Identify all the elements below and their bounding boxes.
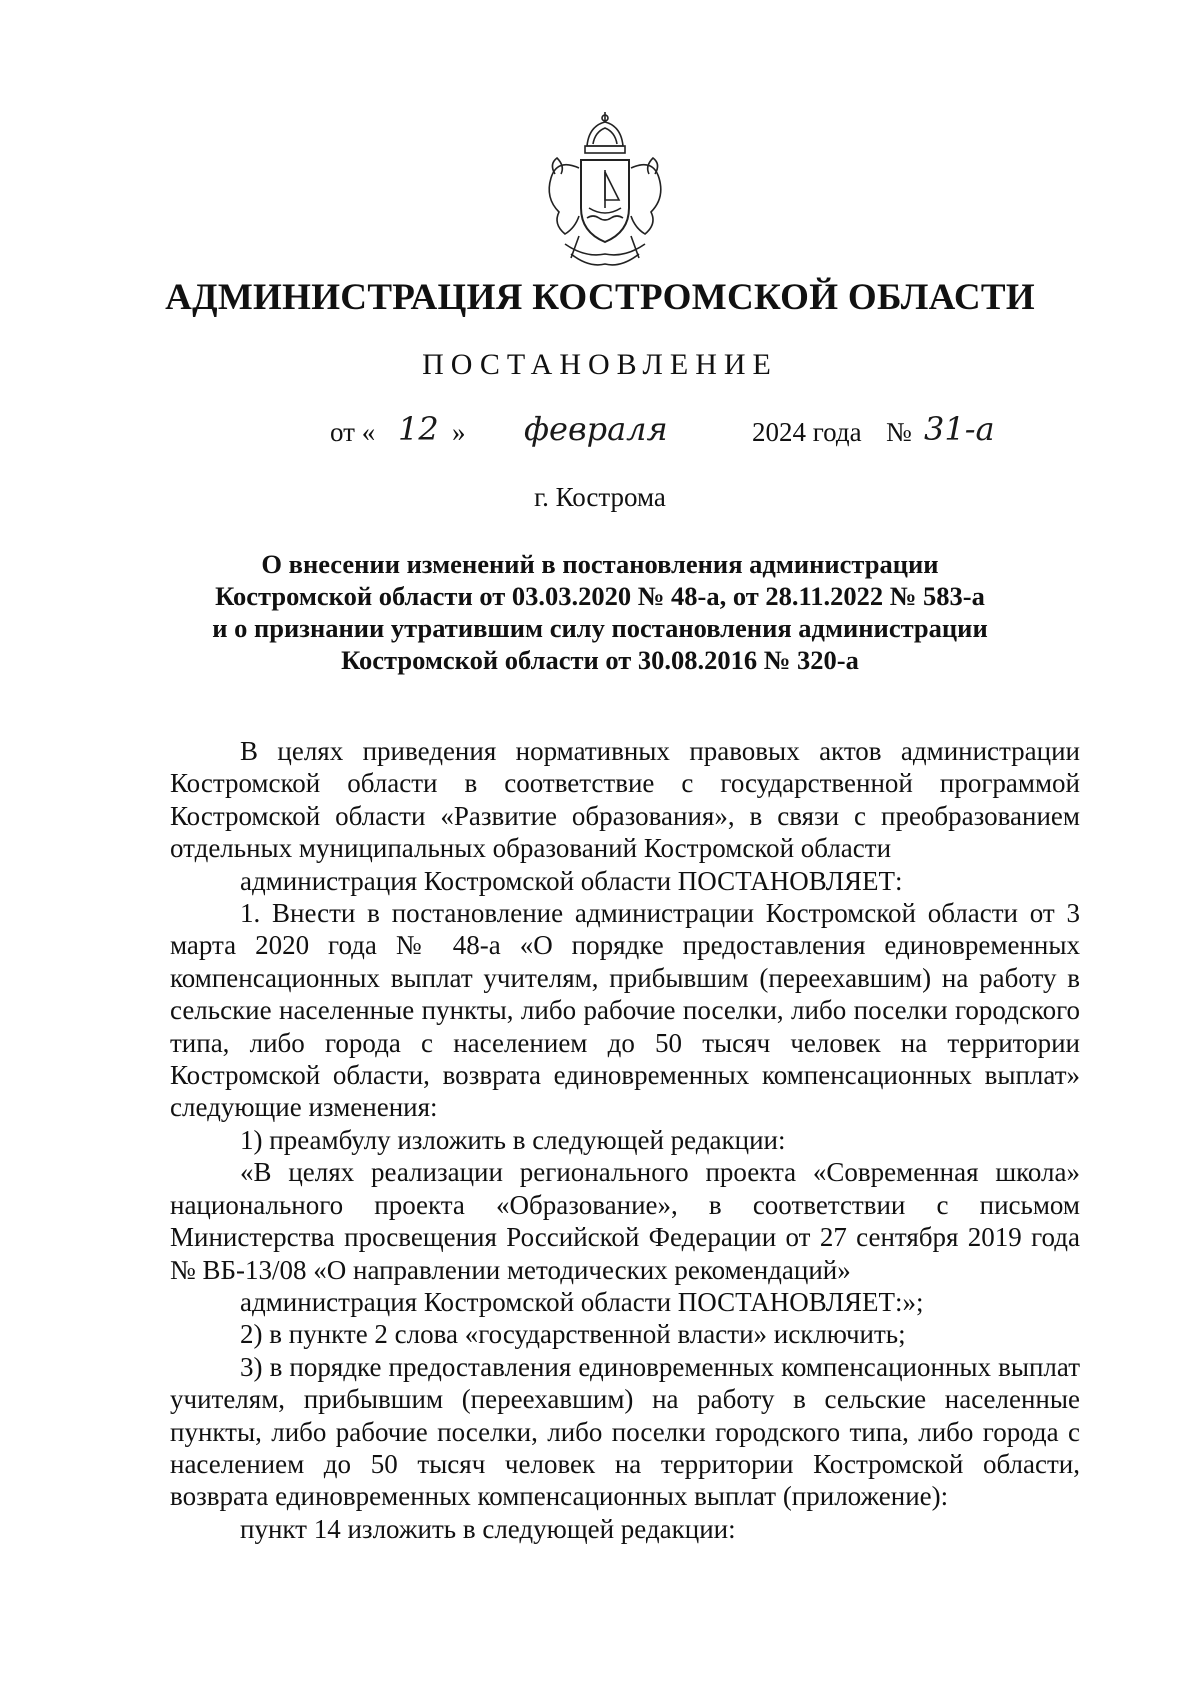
city: г. Кострома <box>534 482 666 512</box>
body-paragraph: 2) в пункте 2 слова «государственной власти» исключить; <box>240 1319 906 1350</box>
subject-line: Костромской области от 03.03.2020 № 48-а, от 28.11.2022 № 583-а <box>215 581 985 611</box>
date-day-suffix: » <box>452 417 466 447</box>
document-body <box>170 735 1080 1545</box>
subject-line: и о признании утратившим силу постановления администрации <box>212 613 988 643</box>
document-type: ПОСТАНОВЛЕНИЕ <box>422 348 778 381</box>
subject-line: Костромской области от 30.08.2016 № 320-а <box>341 645 859 675</box>
kostroma-coat-of-arms-icon <box>535 108 675 276</box>
document-subject <box>150 548 1050 676</box>
body-paragraph: пункт 14 изложить в следующей редакции: <box>240 1513 736 1544</box>
body-paragraph: администрация Костромской области ПОСТАНОВЛЯЕТ:»; <box>240 1286 924 1317</box>
doc-number-handwritten: 31-а <box>924 410 995 448</box>
date-year: 2024 года <box>752 417 862 447</box>
body-paragraph: 1. Внести в постановление администрации Костромской области от 3 марта 2020 года № 48-а «О порядке предоставления единовременных компенсационных выплат учителям, прибывшим (переехавшим) на работу в сельские населенные пункты, либо рабочие поселки, либо поселки городского типа, либо города с населением до 50 тысяч человек на территории Костромской области, возврата единовременных компенсационных выплат» следующие изменения: <box>170 898 1080 1123</box>
org-title: АДМИНИСТРАЦИЯ КОСТРОМСКОЙ ОБЛАСТИ <box>165 277 1035 318</box>
body-paragraph: 3) в порядке предоставления единовременных компенсационных выплат учителям, прибывшим (переехавшим) на работу в сельские населенные пункты, либо рабочие поселки, либо поселки городского типа, либо города с населением до 50 тысяч человек на территории Костромской области, возврата единовременных компенсационных выплат (приложение): <box>170 1351 1080 1512</box>
subject-line: О внесении изменений в постановления администрации <box>261 549 939 579</box>
date-month-handwritten: февраля <box>524 410 668 448</box>
date-day-handwritten: 12 <box>398 410 439 448</box>
doc-number-prefix: № <box>886 417 912 447</box>
body-paragraph: «В целях реализации регионального проекта «Современная школа» национального проекта «Образование», в соответствии с письмом Министерства просвещения Российской Федерации от 27 сентября 2019 года № ВБ-13/08 «О направлении методических рекомендаций» <box>170 1157 1080 1285</box>
body-paragraph: В целях приведения нормативных правовых актов администрации Костромской области в соответствие с государственной программой Костромской области «Развитие образования», в связи с преобразованием отдельных муниципальных образований Костромской области <box>170 736 1080 864</box>
body-paragraph: 1) преамбулу изложить в следующей редакции: <box>240 1124 786 1155</box>
date-from-prefix: от « <box>330 417 376 447</box>
body-paragraph: администрация Костромской области ПОСТАНОВЛЯЕТ: <box>240 865 903 896</box>
date-line <box>0 412 1200 462</box>
